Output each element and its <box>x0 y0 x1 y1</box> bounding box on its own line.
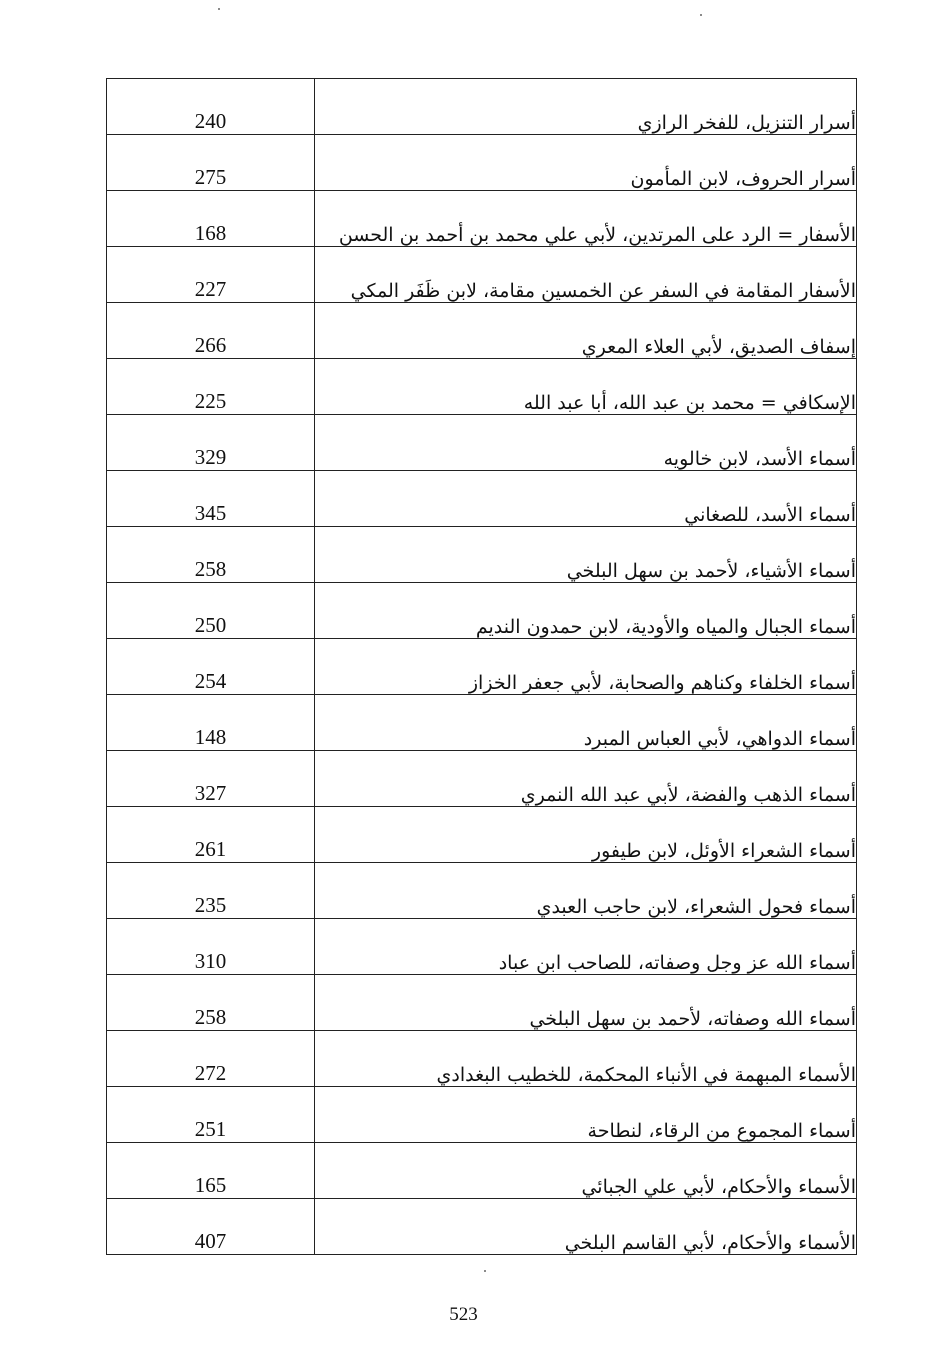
index-row <box>107 1087 857 1143</box>
index-page-number: 310 <box>107 919 315 975</box>
index-page-number: 165 <box>107 1143 315 1199</box>
index-page-number: 327 <box>107 751 315 807</box>
index-book-title: الإسكافي = محمد بن عبد الله، أبا عبد الله <box>315 359 857 415</box>
index-row <box>107 527 857 583</box>
index-page-number: 148 <box>107 695 315 751</box>
index-row <box>107 1199 857 1255</box>
index-row <box>107 975 857 1031</box>
index-row <box>107 919 857 975</box>
index-row <box>107 247 857 303</box>
index-page-number: 275 <box>107 135 315 191</box>
index-row <box>107 583 857 639</box>
index-book-title: أسماء الأشياء، لأحمد بن سهل البلخي <box>315 527 857 583</box>
index-row <box>107 191 857 247</box>
index-row <box>107 1143 857 1199</box>
index-book-title: إسفاف الصديق، لأبي العلاء المعري <box>315 303 857 359</box>
index-row <box>107 359 857 415</box>
index-row <box>107 471 857 527</box>
index-page-number: 266 <box>107 303 315 359</box>
index-book-title: أسماء الذهب والفضة، لأبي عبد الله النمري <box>315 751 857 807</box>
index-book-title: أسماء فحول الشعراء، لابن حاجب العبدي <box>315 863 857 919</box>
index-row <box>107 79 857 135</box>
index-book-title: أسماء الخلفاء وكناهم والصحابة، لأبي جعفر الخزاز <box>315 639 857 695</box>
index-page-number: 407 <box>107 1199 315 1255</box>
index-row <box>107 863 857 919</box>
index-row <box>107 1031 857 1087</box>
index-page-number: 329 <box>107 415 315 471</box>
index-row <box>107 751 857 807</box>
index-page-number: 258 <box>107 527 315 583</box>
page-number: 523 <box>449 1304 478 1325</box>
index-book-title: أسماء الله عز وجل وصفاته، للصاحب ابن عباد <box>315 919 857 975</box>
index-book-title: أسماء الأسد، للصغاني <box>315 471 857 527</box>
index-book-title: أسماء المجموع من الرقاء، لنطاحة <box>315 1087 857 1143</box>
index-book-title: الأسماء والأحكام، لأبي علي الجبائي <box>315 1143 857 1199</box>
index-book-title: أسماء الدواهي، لأبي العباس المبرد <box>315 695 857 751</box>
scan-speck <box>218 8 220 10</box>
index-book-title: أسرار الحروف، لابن المأمون <box>315 135 857 191</box>
index-page-number: 225 <box>107 359 315 415</box>
index-page-number: 251 <box>107 1087 315 1143</box>
index-book-title: الأسفار المقامة في السفر عن الخمسين مقامة، لابن ظَفَر المكي <box>315 247 857 303</box>
index-book-title: الأسماء والأحكام، لأبي القاسم البلخي <box>315 1199 857 1255</box>
index-book-title: الأسماء المبهمة في الأنباء المحكمة، للخطيب البغدادي <box>315 1031 857 1087</box>
index-book-title: أسماء الأسد، لابن خالويه <box>315 415 857 471</box>
index-page-number: 254 <box>107 639 315 695</box>
book-index-table <box>106 78 857 1255</box>
index-book-title: أسرار التنزيل، للفخر الرازي <box>315 79 857 135</box>
index-page-number: 272 <box>107 1031 315 1087</box>
index-table-body <box>107 79 857 1255</box>
index-book-title: أسماء الشعراء الأوئل، لابن طيفور <box>315 807 857 863</box>
index-book-title: أسماء الله وصفاته، لأحمد بن سهل البلخي <box>315 975 857 1031</box>
scan-speck <box>700 14 702 16</box>
index-row <box>107 695 857 751</box>
index-row <box>107 135 857 191</box>
index-page-number: 261 <box>107 807 315 863</box>
index-page-number: 240 <box>107 79 315 135</box>
index-row <box>107 415 857 471</box>
index-row <box>107 639 857 695</box>
index-row <box>107 807 857 863</box>
index-page-number: 235 <box>107 863 315 919</box>
index-book-title: أسماء الجبال والمياه والأودية، لابن حمدون النديم <box>315 583 857 639</box>
index-page-number: 250 <box>107 583 315 639</box>
index-page-number: 345 <box>107 471 315 527</box>
scan-speck <box>484 1270 486 1272</box>
index-page-number: 227 <box>107 247 315 303</box>
index-page-number: 258 <box>107 975 315 1031</box>
index-book-title: الأسفار = الرد على المرتدين، لأبي علي محمد بن أحمد بن الحسن <box>315 191 857 247</box>
index-page-number: 168 <box>107 191 315 247</box>
index-row <box>107 303 857 359</box>
